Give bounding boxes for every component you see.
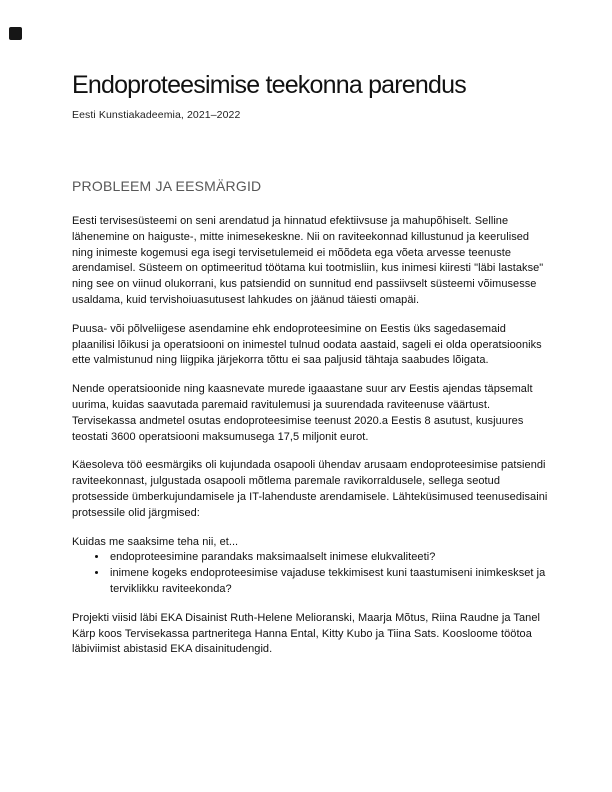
question-intro: Kuidas me saaksime teha nii, et... [72,535,239,548]
closing-paragraph: Projekti viisid läbi EKA Disainist Ruth-Helene Melioranski, Maarja Mõtus, Riina Raudne ja Tanel Kärp koos Tervisekassa partneritega Hanna Ental, Kitty Kubo ja Tiina Sats. Koosloome töötoa läbiviimist abistasid EKA disainitudengid. [72,611,540,656]
question-item-quality: • endoproteesimine parandaks maksimaalselt inimese elukvaliteeti? [108,550,548,566]
document-subtitle: Eesti Kunstiakadeemia, 2021–2022 [72,109,241,121]
document-title: Endoproteesimise teekonna parendus [72,71,466,99]
paragraph-statistics: Nende operatsioonide ning kaasnevate murede igaaastane suur arv Eestis ajendas täpsemalt uurima, kuidas saavutada paremaid ravitulemusi ja suurendada raviteenuse väärtust. Tervisekassa andmetel osutas endoproteesimise teenust 2020.a Eestis 8 asutust, kusjuures teostati 3600 operatsiooni maksumusega 17,5 miljonit eurot. [72,383,533,443]
question-list [72,550,548,597]
paragraph-endoprosthesis: Puusa- või põlveliigese asendamine ehk endoproteesimine on Eestis üks sagedasemaid plaanilisi lõikusi ja operatsiooni on inimestel tulnud oodata aastaid, sageli ei olda operatsiooniks ette valmistunud ning liigpika järjekorra tõttu ei saa paljusid tähtaja saabudes lõigata. [72,322,542,367]
paragraph-goal: Käesoleva töö eesmärgiks oli kujundada osapooli ühendav arusaam endoproteesimise patsiendi raviteekonnast, julgustada osapooli mõtlema paremale ravikorraldusele, sellega seotud protsesside ümberkujundamisele ja IT-lahenduste arendamisele. Lähteküsimused teenusedisaini protsessile olid järgmised: [72,459,548,519]
paragraph-health-system: Eesti tervisesüsteemi on seni arendatud ja hinnatud efektiivsuse ja mahupõhiselt. Selline lähenemine on haiguste-, mitte inimesekeskne. Nii on raviteekonnad killustunud ja keerulised ning inimeste kogemusi ega isegi tervisetulemeid ei mõõdeta ega võeta arvesse teenuste arendamisel. Süsteem on optimeeritud töötama kui tootmisliin, kus inimesi kiiresti "läbi lastakse" ning see on viinud olukorrani, kus patsiendid on sunnitud end passiivselt süsteemi võimusesse usaldama, kuid tervishoiuasutusest lahkudes on jäänud täiesti omapäi. [72,215,544,306]
section-heading: PROBLEEM JA EESMÄRGID [72,178,262,194]
corner-square-icon [9,27,22,40]
question-item-journey: • inimene kogeks endoproteesimise vajaduse tekkimisest kuni taastumiseni inimkeskset ja terviklikku raviteekonda? [108,566,548,598]
